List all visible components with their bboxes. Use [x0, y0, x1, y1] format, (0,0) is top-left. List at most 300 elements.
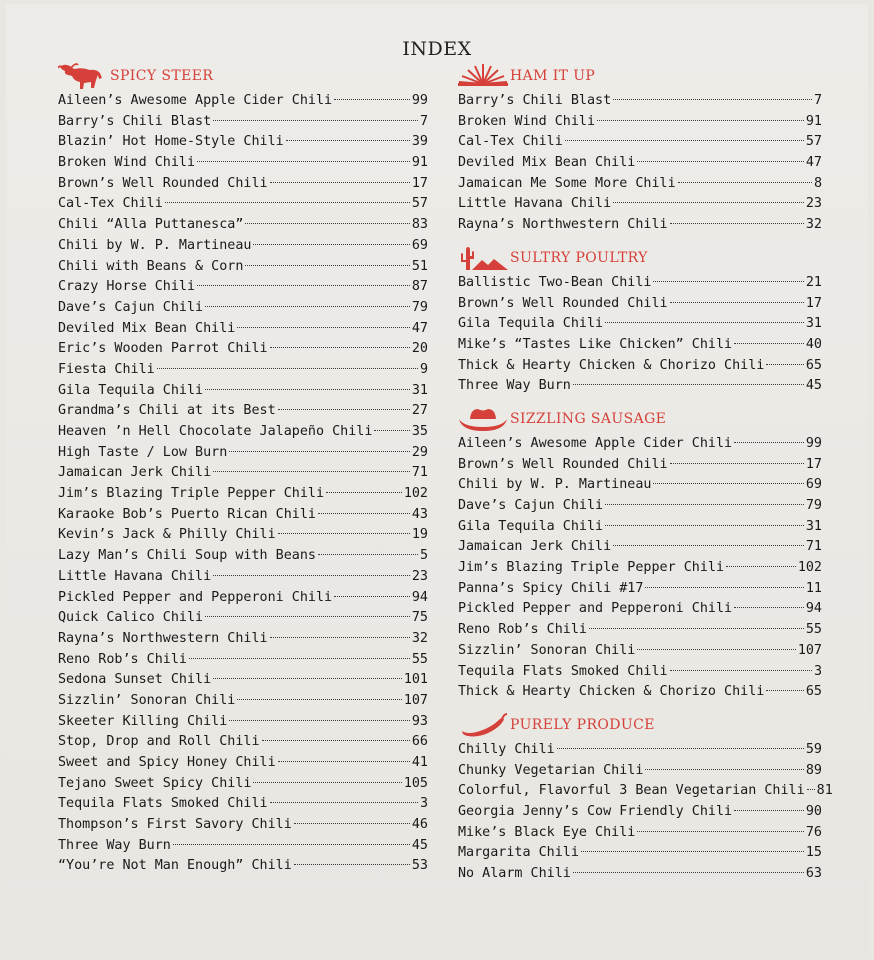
index-entry: [58, 257, 428, 278]
recipe-name: Kevin’s Jack & Philly Chili: [58, 527, 276, 543]
recipe-name: Aileen’s Awesome Apple Cider Chili: [458, 435, 733, 451]
recipe-name: Jamaican Jerk Chili: [458, 539, 612, 555]
index-entry: [58, 691, 428, 712]
page-number: 87: [411, 279, 428, 295]
index-entry: [458, 740, 822, 761]
dot-leader: [253, 244, 409, 245]
recipe-name: Jim’s Blazing Triple Pepper Chili: [58, 486, 325, 502]
recipe-name: Margarita Chili: [458, 845, 579, 861]
page-number: 41: [411, 755, 428, 770]
dot-leader: [278, 409, 410, 410]
index-entry: [58, 815, 428, 836]
page-number: 7: [419, 113, 428, 129]
dot-leader: [270, 347, 410, 348]
dot-leader: [245, 265, 409, 266]
page-number: 101: [403, 672, 428, 688]
index-entry: [458, 112, 822, 133]
recipe-name: High Taste / Low Burn: [58, 444, 228, 460]
recipe-name: Karaoke Bob’s Puerto Rican Chili: [58, 506, 316, 522]
recipe-name: Chili by W. P. Martineau: [58, 237, 252, 253]
index-entry: [458, 558, 822, 579]
recipe-name: Jim’s Blazing Triple Pepper Chili: [458, 560, 725, 576]
index-entry: [58, 463, 428, 484]
page-number: 17: [805, 456, 822, 472]
recipe-name: Chunky Vegetarian Chili: [458, 762, 644, 778]
index-entry: [58, 91, 428, 112]
page-number: 71: [805, 539, 822, 555]
index-section: [458, 711, 833, 885]
index-entry: [458, 194, 822, 215]
dot-leader: [213, 120, 418, 121]
index-entry: [458, 781, 833, 802]
index-entry: [458, 455, 822, 476]
page-number: 15: [805, 845, 822, 861]
section-heading-label: SULTRY POULTRY: [510, 249, 648, 266]
dot-leader: [173, 844, 410, 845]
index-entry: [58, 712, 428, 733]
index-entry: [58, 236, 428, 257]
recipe-name: Gila Tequila Chili: [458, 518, 604, 534]
section-heading-label: HAM IT UP: [510, 68, 596, 84]
recipe-name: Stop, Drop and Roll Chili: [58, 734, 260, 750]
index-entry: [58, 732, 428, 753]
index-entry: [458, 517, 822, 538]
recipe-name: Quick Calico Chili: [58, 610, 204, 626]
section-heading-label: SIZZLING SAUSAGE: [510, 410, 667, 427]
steer-icon: [58, 62, 108, 90]
dot-leader: [573, 872, 804, 873]
page-number: 19: [411, 527, 428, 543]
page-number: 21: [805, 274, 822, 290]
dot-leader: [637, 649, 795, 650]
dot-leader: [605, 322, 804, 323]
index-entry: [458, 174, 822, 195]
index-entry: [58, 753, 428, 774]
index-entry: [58, 422, 428, 443]
recipe-name: Colorful, Flavorful 3 Bean Vegetarian Chili: [458, 783, 805, 799]
recipe-name: Tejano Sweet Spicy Chili: [58, 775, 252, 791]
recipe-name: Chilly Chili: [458, 741, 555, 757]
index-entry: [58, 319, 428, 340]
index-entry: [58, 153, 428, 174]
dot-leader: [237, 327, 410, 328]
recipe-name: Brown’s Well Rounded Chili: [58, 175, 268, 191]
recipe-name: Aileen’s Awesome Apple Cider Chili: [58, 93, 333, 108]
page-number: 46: [411, 817, 428, 833]
index-entry: [58, 670, 428, 691]
recipe-name: Barry’s Chili Blast: [58, 113, 212, 129]
dot-leader: [766, 690, 804, 691]
index-entry: [58, 443, 428, 464]
recipe-name: Skeeter Killing Chili: [58, 713, 228, 729]
index-entry: [58, 525, 428, 546]
dot-leader: [589, 628, 804, 629]
recipe-name: Cal-Tex Chili: [458, 134, 563, 150]
page-number: 45: [805, 378, 822, 394]
recipe-name: Lazy Man’s Chili Soup with Beans: [58, 548, 316, 564]
index-entry: [58, 360, 428, 381]
recipe-name: Broken Wind Chili: [458, 113, 596, 129]
dot-leader: [670, 223, 804, 224]
page-number: 40: [805, 336, 822, 352]
dot-leader: [573, 384, 804, 385]
page-number: 8: [813, 175, 822, 191]
page-number: 94: [805, 601, 822, 617]
recipe-name: Chili with Beans & Corn: [58, 258, 244, 274]
page-number: 17: [805, 295, 822, 311]
recipe-name: Three Way Burn: [458, 378, 571, 394]
dot-leader: [557, 748, 804, 749]
page-number: 93: [411, 713, 428, 729]
cowboy-hat-icon: [458, 405, 508, 433]
recipe-name: Reno Rob’s Chili: [58, 651, 187, 667]
dot-leader: [597, 120, 804, 121]
page-number: 63: [805, 866, 822, 881]
index-entry: [458, 335, 822, 356]
recipe-name: Crazy Horse Chili: [58, 279, 196, 295]
section-heading: [458, 62, 822, 90]
page-number: 91: [805, 113, 822, 129]
page-number: 79: [411, 299, 428, 315]
index-entry: [58, 774, 428, 795]
recipe-name: Barry’s Chili Blast: [458, 93, 612, 108]
index-entry: [58, 567, 428, 588]
dot-leader: [645, 769, 803, 770]
recipe-name: Chili by W. P. Martineau: [458, 477, 652, 493]
dot-leader: [807, 789, 815, 790]
index-entry: [458, 620, 822, 641]
recipe-name: Heaven ’n Hell Chocolate Jalapeño Chili: [58, 424, 373, 439]
dot-leader: [653, 483, 803, 484]
dot-leader: [229, 451, 410, 452]
page-number: 66: [411, 734, 428, 750]
cactus-icon: [458, 244, 508, 272]
dot-leader: [581, 851, 804, 852]
dot-leader: [613, 202, 804, 203]
dot-leader: [270, 182, 410, 183]
dot-leader: [613, 545, 804, 546]
index-entry: [58, 381, 428, 402]
recipe-name: Jamaican Me Some More Chili: [458, 175, 676, 191]
index-entry: [58, 629, 428, 650]
right-column: [458, 62, 833, 893]
dot-leader: [157, 368, 418, 369]
index-entry: [458, 662, 822, 683]
dot-leader: [286, 140, 410, 141]
index-entry: [458, 537, 822, 558]
index-entry: [458, 761, 822, 782]
recipe-name: Rayna’s Northwestern Chili: [458, 217, 668, 233]
section-heading-label: PURELY PRODUCE: [510, 716, 655, 733]
recipe-name: Deviled Mix Bean Chili: [458, 155, 636, 171]
page-number: 35: [411, 424, 428, 439]
page-number: 76: [805, 824, 822, 840]
index-entry: [58, 836, 428, 857]
recipe-name: Grandma’s Chili at its Best: [58, 403, 276, 419]
page-number: 107: [797, 642, 822, 658]
page-number: 102: [797, 560, 822, 576]
dot-leader: [734, 810, 804, 811]
dot-leader: [229, 720, 410, 721]
index-entry: [58, 339, 428, 360]
page-title: INDEX: [402, 38, 472, 60]
dot-leader: [334, 99, 410, 100]
page-number: 91: [411, 155, 428, 171]
dot-leader: [213, 678, 402, 679]
index-entry: [58, 194, 428, 215]
index-section: [458, 62, 822, 236]
page-number: 59: [805, 741, 822, 757]
page-number: 32: [805, 217, 822, 233]
page-number: 81: [816, 783, 833, 799]
recipe-name: Chili “Alla Puttanesca”: [58, 217, 244, 233]
page-number: 65: [805, 357, 822, 373]
recipe-name: No Alarm Chili: [458, 866, 571, 881]
index-entry: [458, 153, 822, 174]
recipe-name: Little Havana Chili: [458, 196, 612, 212]
index-entry: [458, 823, 822, 844]
recipe-name: Little Havana Chili: [58, 568, 212, 584]
index-entry: [458, 132, 822, 153]
dot-leader: [670, 463, 804, 464]
recipe-name: Pickled Pepper and Pepperoni Chili: [58, 589, 333, 605]
index-entry: [58, 277, 428, 298]
dot-leader: [189, 658, 410, 659]
section-heading: [458, 405, 822, 433]
page-number: 29: [411, 444, 428, 460]
recipe-name: Gila Tequila Chili: [458, 316, 604, 332]
index-entry: [58, 794, 428, 815]
page-number: 31: [411, 382, 428, 398]
dot-leader: [766, 364, 804, 365]
dot-leader: [645, 587, 803, 588]
dot-leader: [197, 161, 410, 162]
recipe-name: Jamaican Jerk Chili: [58, 465, 212, 481]
recipe-name: Gila Tequila Chili: [58, 382, 204, 398]
page-number: 23: [411, 568, 428, 584]
page-number: 105: [403, 775, 428, 791]
recipe-name: Dave’s Cajun Chili: [458, 498, 604, 513]
section-heading: [58, 62, 428, 90]
recipe-name: Broken Wind Chili: [58, 155, 196, 171]
page-number: 51: [411, 258, 428, 274]
recipe-name: Deviled Mix Bean Chili: [58, 320, 236, 336]
recipe-name: Brown’s Well Rounded Chili: [458, 456, 668, 472]
dot-leader: [678, 182, 812, 183]
recipe-name: Brown’s Well Rounded Chili: [458, 295, 668, 311]
index-entry: [58, 298, 428, 319]
chili-pepper-icon: [458, 711, 508, 739]
index-entry: [58, 546, 428, 567]
recipe-name: Sweet and Spicy Honey Chili: [58, 755, 276, 770]
recipe-name: Panna’s Spicy Chili #17: [458, 580, 644, 596]
dot-leader: [734, 607, 804, 608]
page-number: 20: [411, 341, 428, 357]
page-number: 99: [411, 93, 428, 108]
page-number: 5: [419, 548, 428, 564]
recipe-name: Eric’s Wooden Parrot Chili: [58, 341, 268, 357]
dot-leader: [734, 343, 804, 344]
index-entry: [458, 434, 822, 455]
dot-leader: [318, 554, 418, 555]
recipe-name: Tequila Flats Smoked Chili: [58, 796, 268, 812]
recipe-name: “You’re Not Man Enough” Chili: [58, 858, 292, 874]
dot-leader: [294, 864, 410, 865]
page-number: 47: [805, 155, 822, 171]
page-number: 23: [805, 196, 822, 212]
recipe-name: Reno Rob’s Chili: [458, 622, 587, 638]
recipe-name: Sedona Sunset Chili: [58, 672, 212, 688]
dot-leader: [334, 596, 410, 597]
index-section: [458, 244, 822, 397]
recipe-name: Thick & Hearty Chicken & Chorizo Chili: [458, 684, 765, 700]
recipe-name: Thick & Hearty Chicken & Chorizo Chili: [458, 357, 765, 373]
page-number: 79: [805, 498, 822, 513]
page-number: 39: [411, 134, 428, 150]
dot-leader: [613, 99, 812, 100]
dot-leader: [726, 566, 796, 567]
section-heading: [458, 711, 822, 739]
page-number: 57: [805, 134, 822, 150]
dot-leader: [670, 670, 812, 671]
page-number: 32: [411, 630, 428, 646]
dot-leader: [253, 782, 401, 783]
index-entry: [458, 314, 822, 335]
recipe-name: Mike’s “Tastes Like Chicken” Chili: [458, 336, 733, 352]
dot-leader: [270, 637, 410, 638]
index-entry: [458, 641, 822, 662]
dot-leader: [205, 616, 410, 617]
dot-leader: [734, 442, 804, 443]
page-number: 102: [403, 486, 428, 502]
index-entry: [458, 91, 822, 112]
recipe-name: Thompson’s First Savory Chili: [58, 817, 292, 833]
recipe-name: Fiesta Chili: [58, 361, 155, 377]
index-entry: [58, 401, 428, 422]
sun-rays-icon: [458, 62, 508, 90]
index-entry: [458, 294, 822, 315]
dot-leader: [653, 281, 803, 282]
index-entry: [458, 579, 822, 600]
page-number: 89: [805, 762, 822, 778]
page-number: 17: [411, 175, 428, 191]
recipe-name: Ballistic Two-Bean Chili: [458, 274, 652, 290]
index-entry: [58, 856, 428, 877]
page-number: 65: [805, 684, 822, 700]
index-entry: [58, 174, 428, 195]
index-entry: [58, 588, 428, 609]
page-number: 53: [411, 858, 428, 874]
dot-leader: [237, 699, 401, 700]
recipe-name: Blazin’ Hot Home-Style Chili: [58, 134, 284, 150]
dot-leader: [637, 831, 804, 832]
index-entry: [458, 802, 822, 823]
index-entry: [458, 843, 822, 864]
page-number: 7: [813, 93, 822, 108]
page-number: 69: [411, 237, 428, 253]
page-number: 43: [411, 506, 428, 522]
page-number: 55: [805, 622, 822, 638]
dot-leader: [197, 285, 410, 286]
index-entry: [458, 682, 822, 703]
recipe-name: Three Way Burn: [58, 837, 171, 853]
index-entry: [458, 273, 822, 294]
index-section: [458, 405, 822, 703]
dot-leader: [670, 302, 804, 303]
dot-leader: [245, 223, 409, 224]
page-number: 94: [411, 589, 428, 605]
recipe-name: Dave’s Cajun Chili: [58, 299, 204, 315]
index-entry: [458, 356, 822, 377]
dot-leader: [205, 389, 410, 390]
recipe-name: Mike’s Black Eye Chili: [458, 824, 636, 840]
dot-leader: [318, 513, 410, 514]
recipe-name: Cal-Tex Chili: [58, 196, 163, 212]
recipe-name: Sizzlin’ Sonoran Chili: [458, 642, 636, 658]
page-number: 90: [805, 803, 822, 819]
dot-leader: [374, 430, 409, 431]
page-number: 31: [805, 518, 822, 534]
page-number: 3: [419, 796, 428, 812]
page-number: 107: [403, 692, 428, 708]
recipe-name: Sizzlin’ Sonoran Chili: [58, 692, 236, 708]
index-entry: [58, 132, 428, 153]
page-number: 75: [411, 610, 428, 626]
index-entry: [58, 608, 428, 629]
recipe-name: Tequila Flats Smoked Chili: [458, 663, 668, 679]
dot-leader: [205, 306, 410, 307]
index-page: [6, 4, 868, 956]
page-number: 11: [805, 580, 822, 596]
recipe-name: Pickled Pepper and Pepperoni Chili: [458, 601, 733, 617]
dot-leader: [213, 471, 410, 472]
page-number: 99: [805, 435, 822, 451]
recipe-name: Rayna’s Northwestern Chili: [58, 630, 268, 646]
page-number: 27: [411, 403, 428, 419]
dot-leader: [278, 761, 410, 762]
index-entry: [458, 376, 822, 397]
index-entry: [58, 650, 428, 671]
page-number: 9: [419, 361, 428, 377]
page-number: 71: [411, 465, 428, 481]
index-entry: [58, 505, 428, 526]
page-number: 57: [411, 196, 428, 212]
dot-leader: [637, 161, 804, 162]
dot-leader: [278, 533, 410, 534]
dot-leader: [270, 802, 418, 803]
index-entry: [458, 599, 822, 620]
dot-leader: [605, 504, 804, 505]
section-heading-label: SPICY STEER: [110, 68, 214, 84]
page-number: 83: [411, 217, 428, 233]
page-number: 31: [805, 316, 822, 332]
dot-leader: [294, 823, 410, 824]
recipe-name: Georgia Jenny’s Cow Friendly Chili: [458, 803, 733, 819]
page-number: 45: [411, 837, 428, 853]
dot-leader: [262, 740, 410, 741]
dot-leader: [605, 525, 804, 526]
dot-leader: [326, 492, 402, 493]
page-number: 55: [411, 651, 428, 667]
page-number: 47: [411, 320, 428, 336]
left-column: [58, 62, 428, 885]
index-section: [58, 62, 428, 877]
dot-leader: [213, 575, 410, 576]
index-entry: [458, 215, 822, 236]
index-entry: [458, 475, 822, 496]
section-heading: [458, 244, 822, 272]
index-entry: [458, 864, 822, 885]
